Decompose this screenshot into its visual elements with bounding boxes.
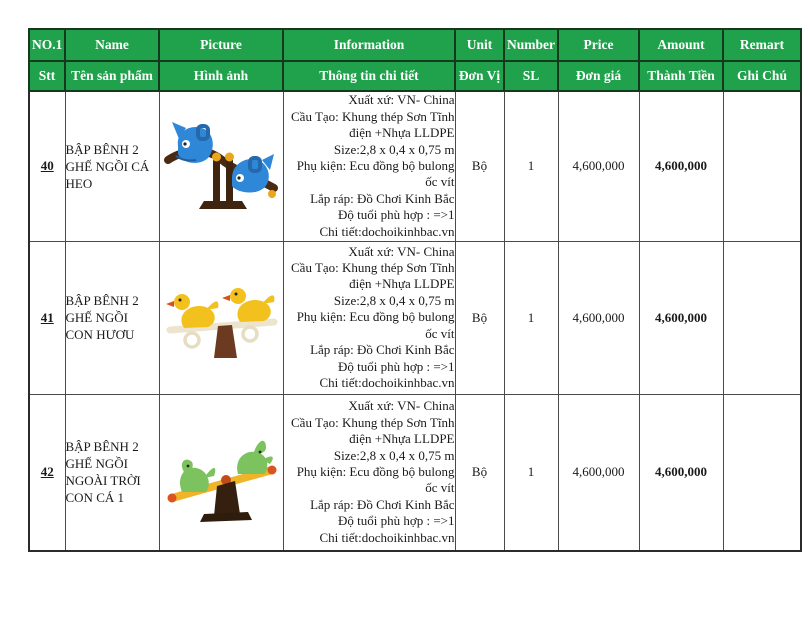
amount-cell: 4,600,000 [639,394,723,551]
price-cell: 4,600,000 [558,394,639,551]
product-picture-cell [159,241,283,394]
header-ten-san-pham: Tên sản phẩm [65,61,159,91]
header-thong-tin: Thông tin chi tiết [283,61,455,91]
header-don-gia: Đơn giá [558,61,639,91]
unit-cell: Bộ [455,91,504,241]
product-name: BẬP BÊNH 2 GHẾ NGỒI CÁ HEO [65,91,159,241]
unit-cell: Bộ [455,241,504,394]
product-picture-cell [159,394,283,551]
info-line: Size:2,8 x 0,4 x 0,75 m [333,292,455,308]
table-row [29,394,801,551]
price-cell: 4,600,000 [558,241,639,394]
header-hinh-anh: Hình ảnh [159,61,283,91]
product-info [283,394,455,551]
header-name: Name [65,29,159,61]
info-line: Chi tiết:dochoikinhbac.vn [319,374,455,390]
info-line: Xuất xứ: VN- China [348,92,455,108]
duck-seesaw-image [162,254,280,382]
product-name: BẬP BÊNH 2 GHẾ NGỒI CON HƯƠU [65,241,159,394]
header-no: NO.1 [29,29,65,61]
product-name: BẬP BÊNH 2 GHẾ NGỒI NGOÀI TRỜI CON CÁ 1 [65,394,159,551]
info-line: Size:2,8 x 0,4 x 0,75 m [333,447,455,463]
info-line: Xuất xứ: VN- China [348,243,455,259]
info-line: Phụ kiện: Ecu đồng bộ bulong ốc vít [296,464,455,496]
row-number: 42 [40,464,54,480]
stt-cell [29,241,65,394]
quantity-cell: 1 [504,241,558,394]
info-line: Cầu Tạo: Khung thép Sơn Tĩnh điện +Nhựa LLDPE [291,260,455,292]
unit-cell: Bộ [455,394,504,551]
header-sl: SL [504,61,558,91]
table-row [29,241,801,394]
info-line: Lắp ráp: Đồ Chơi Kinh Bắc [310,342,455,358]
header-price: Price [558,29,639,61]
stt-cell [29,394,65,551]
row-number: 40 [40,158,54,174]
remark-cell [723,241,801,394]
header-ghi-chu: Ghi Chú [723,61,801,91]
header-row-english [29,29,801,61]
info-line: Xuất xứ: VN- China [348,398,455,414]
product-quotation-table [28,28,802,552]
header-number: Number [504,29,558,61]
dolphin-seesaw-image [162,102,280,230]
product-picture-cell [159,91,283,241]
remark-cell [723,91,801,241]
info-line: Cầu Tạo: Khung thép Sơn Tĩnh điện +Nhựa LLDPE [291,414,455,447]
header-stt: Stt [29,61,65,91]
info-line: Size:2,8 x 0,4 x 0,75 m [333,141,455,157]
quantity-cell: 1 [504,394,558,551]
info-line: Độ tuổi phù hợp : =>1 [337,513,455,529]
header-unit: Unit [455,29,504,61]
header-information: Information [283,29,455,61]
row-number: 41 [40,309,54,325]
header-amount: Amount [639,29,723,61]
info-line: Độ tuổi phù hợp : =>1 [337,207,455,223]
header-remark: Remart [723,29,801,61]
info-line: Cầu Tạo: Khung thép Sơn Tĩnh điện +Nhựa LLDPE [291,108,455,141]
info-line: Chi tiết:dochoikinhbac.vn [319,529,455,545]
document-page [28,28,802,552]
header-thanh-tien: Thành Tiền [639,61,723,91]
remark-cell [723,394,801,551]
green-fish-seesaw-image [162,408,280,536]
product-info [283,241,455,394]
info-line: Chi tiết:dochoikinhbac.vn [319,223,455,239]
info-line: Lắp ráp: Đồ Chơi Kinh Bắc [310,190,455,206]
info-line: Phụ kiện: Ecu đồng bộ bulong ốc vít [296,158,455,190]
stt-cell [29,91,65,241]
table-row [29,91,801,241]
quantity-cell: 1 [504,91,558,241]
header-don-vi: Đơn Vị [455,61,504,91]
info-line: Độ tuổi phù hợp : =>1 [337,358,455,374]
header-row-vietnamese [29,61,801,91]
amount-cell: 4,600,000 [639,91,723,241]
info-line: Phụ kiện: Ecu đồng bộ bulong ốc vít [296,309,455,341]
product-info [283,91,455,241]
info-line: Lắp ráp: Đồ Chơi Kinh Bắc [310,496,455,512]
amount-cell: 4,600,000 [639,241,723,394]
header-picture: Picture [159,29,283,61]
price-cell: 4,600,000 [558,91,639,241]
